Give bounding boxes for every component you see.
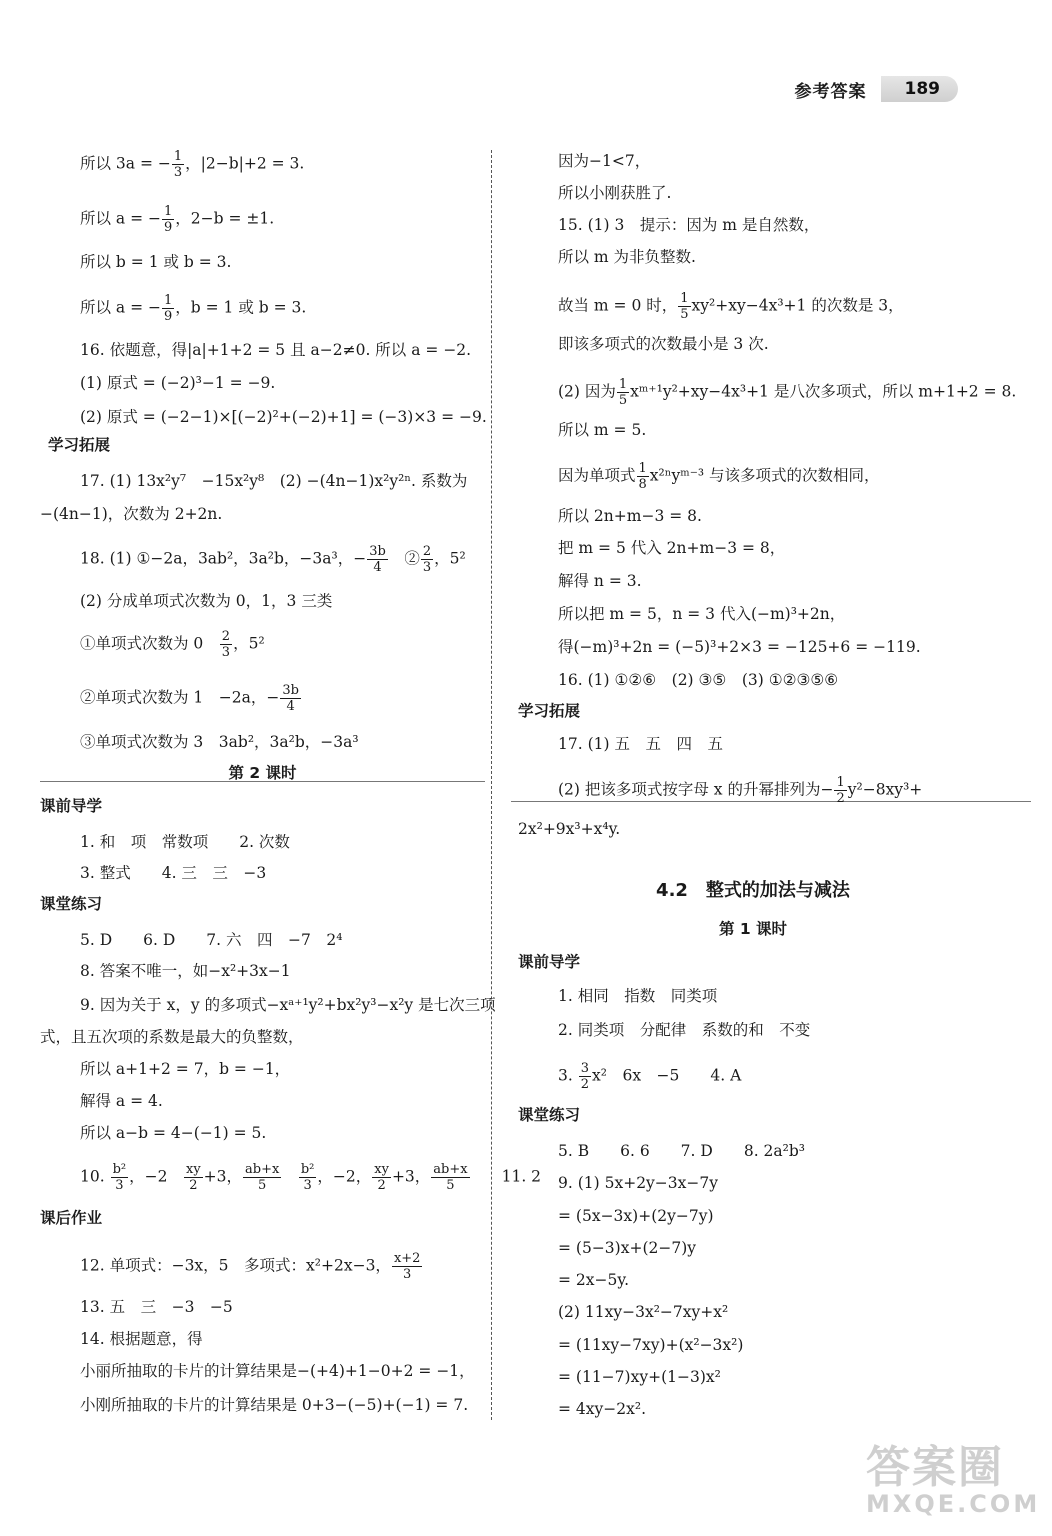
answer-line: (2) 11xy−3x²−7xy+x² — [558, 1303, 729, 1321]
answer-line: (1) 原式 = (−2)³−1 = −9. — [80, 374, 276, 392]
answer-line: = 4xy−2x². — [558, 1400, 647, 1418]
answer-line: 5. B 6. 6 7. D 8. 2a²b³ — [558, 1142, 805, 1160]
answer-line: ②单项式次数为 1 −2a，− $\frac{3b}{4}$ — [80, 683, 299, 714]
answer-line: 所以 3a = − $\frac{1}{3}$ ，|2−b|+2 = 3. — [80, 149, 305, 180]
answer-line: 10. $\frac{\text{b²}}{3}$ ，−2 $\frac{xy}{2}$ +3， $\frac{ab+x}{5}$ $\frac{\text{b²}}{3}$ ，−2， $\frac{xy}{2}$ +3， $\frac{ab+x}{5}$ 11. 2 — [80, 1162, 542, 1193]
answer-line: 所以 m 为非负整数. — [558, 248, 696, 266]
answer-line: 所以 a = − $\frac{1}{9}$ ，2−b = ±1. — [80, 204, 275, 235]
answer-line: 所以 m = 5. — [558, 421, 647, 439]
answer-line: = 2x−5y. — [558, 1271, 629, 1289]
answer-line: 所以 2n+m−3 = 8. — [558, 507, 702, 525]
answer-line: 1. 和 项 常数项 2. 次数 — [80, 833, 290, 851]
answer-line: = (5x−3x)+(2y−7y) — [558, 1207, 714, 1225]
answer-line: 13. 五 三 −3 −5 — [80, 1298, 233, 1316]
watermark-bottom: MXQE.COM — [866, 1490, 1041, 1518]
answer-line: 17. (1) 13x²y⁷ −15x²y⁸ (2) −(4n−1)x²y²ⁿ. 系数为 — [80, 472, 468, 490]
answer-line: 所以 a+1+2 = 7，b = −1， — [80, 1060, 291, 1078]
answer-line: 3. 整式 4. 三 三 −3 — [80, 864, 267, 882]
answer-line: 16. 依题意，得|a|+1+2 = 5 且 a−2≠0. 所以 a = −2. — [80, 341, 472, 359]
header-label: 参考答案 — [794, 81, 867, 102]
page-number-badge: 189 — [881, 76, 959, 102]
answer-line: 2. 同类项 分配律 系数的和 不变 — [558, 1021, 811, 1039]
answer-line: 得(−m)³+2n = (−5)³+2×3 = −125+6 = −119. — [558, 638, 921, 656]
answer-line: 12. 单项式：−3x，5 多项式：x²+2x−3， $\frac{x+2}{3}$ — [80, 1251, 421, 1282]
answer-line: 解得 n = 3. — [558, 572, 642, 590]
answer-line: 式，且五次项的系数是最大的负整数， — [40, 1028, 304, 1046]
answer-line: = (5−3)x+(2−7)y — [558, 1239, 697, 1257]
answer-line: 16. (1) ①②⑥ (2) ③⑤ (3) ①②③⑤⑥ — [558, 671, 839, 689]
section-heading: 课前导学 — [40, 797, 103, 815]
section-heading: 学习拓展 — [48, 436, 111, 454]
answer-line: 3. $\frac{3}{2}$ x² 6x −5 4. A — [558, 1061, 742, 1092]
answer-line: 17. (1) 五 五 四 五 — [558, 735, 723, 753]
section-heading: 学习拓展 — [518, 702, 581, 720]
answer-line: 解得 a = 4. — [80, 1092, 163, 1110]
answer-line: 即该多项式的次数最小是 3 次. — [558, 335, 769, 353]
column-divider — [491, 150, 492, 1420]
answer-line: 小刚所抽取的卡片的计算结果是 0+3−(−5)+(−1) = 7. — [80, 1396, 469, 1414]
lesson-subheading: 第 1 课时 — [718, 920, 788, 938]
answer-line: (2) 原式 = (−2−1)×[(−2)²+(−2)+1] = (−3)×3 = −9. — [80, 408, 487, 426]
answer-line: ③单项式次数为 3 3ab²，3a²b，−3a³ — [80, 733, 359, 751]
answer-line: 14. 根据题意，得 — [80, 1330, 203, 1348]
answer-line: (2) 把该多项式按字母 x 的升幂排列为− $\frac{1}{2}$ y²−8xy³+ — [558, 775, 923, 806]
answer-line: ①单项式次数为 0 $\frac{2}{3}$ ，5² — [80, 629, 265, 660]
answer-line: 15. (1) 3 提示：因为 m 是自然数， — [558, 216, 820, 234]
answer-line: 因为单项式 $\frac{1}{8}$ x²ⁿyᵐ⁻³ 与该多项式的次数相同， — [558, 461, 880, 492]
answer-line: = (11−7)xy+(1−3)x² — [558, 1368, 721, 1386]
answer-line: 所以把 m = 5，n = 3 代入(−m)³+2n， — [558, 605, 846, 623]
answer-line: 所以小刚获胜了. — [558, 184, 672, 202]
watermark-top: 答案圈 — [866, 1442, 1004, 1493]
answer-line: = (11xy−7xy)+(x²−3x²) — [558, 1336, 744, 1354]
answer-line: 把 m = 5 代入 2n+m−3 = 8， — [558, 539, 786, 557]
answer-line: 9. (1) 5x+2y−3x−7y — [558, 1174, 719, 1192]
section-heading: 课后作业 — [40, 1209, 103, 1227]
lesson-subheading: 第 2 课时 — [228, 764, 297, 782]
answer-line: (2) 分成单项式次数为 0，1，3 三类 — [80, 592, 333, 610]
answer-line: 2x²+9x³+x⁴y. — [518, 820, 621, 838]
watermark-logo — [866, 1442, 1041, 1526]
section-heading: 课堂练习 — [40, 895, 103, 913]
answer-line: 5. D 6. D 7. 六 四 −7 2⁴ — [80, 931, 343, 949]
chapter-title: 4.2 整式的加法与减法 — [656, 880, 850, 901]
answer-line: 所以 b = 1 或 b = 3. — [80, 253, 232, 271]
answer-line: 18. (1) ①−2a，3ab²，3a²b，−3a³，− $\frac{3b}{4}$ ② $\frac{2}{3}$ ，5² — [80, 544, 466, 575]
answer-line: 因为−1<7， — [558, 152, 651, 170]
answer-line: −(4n−1)，次数为 2+2n. — [40, 505, 223, 523]
answer-line: 所以 a−b = 4−(−1) = 5. — [80, 1124, 267, 1142]
section-heading: 课堂练习 — [518, 1106, 581, 1124]
answer-line: 9. 因为关于 x，y 的多项式−xᵃ⁺¹y²+bx²y³−x²y 是七次三项 — [80, 996, 496, 1014]
answer-line: 1. 相同 指数 同类项 — [558, 987, 718, 1005]
section-heading: 课前导学 — [518, 953, 581, 971]
answer-line: 故当 m = 0 时， $\frac{1}{5}$ xy²+xy−4x³+1 的次数是 3， — [558, 291, 904, 322]
answer-line: 小丽所抽取的卡片的计算结果是−(+4)+1−0+2 = −1， — [80, 1362, 475, 1380]
page-header — [795, 76, 959, 102]
answer-line: (2) 因为 $\frac{1}{5}$ xᵐ⁺¹y²+xy−4x³+1 是八次多项式，所以 m+1+2 = 8. — [558, 377, 1017, 408]
answer-line: 所以 a = − $\frac{1}{9}$ ，b = 1 或 b = 3. — [80, 293, 307, 324]
answer-line: 8. 答案不唯一，如−x²+3x−1 — [80, 962, 291, 980]
